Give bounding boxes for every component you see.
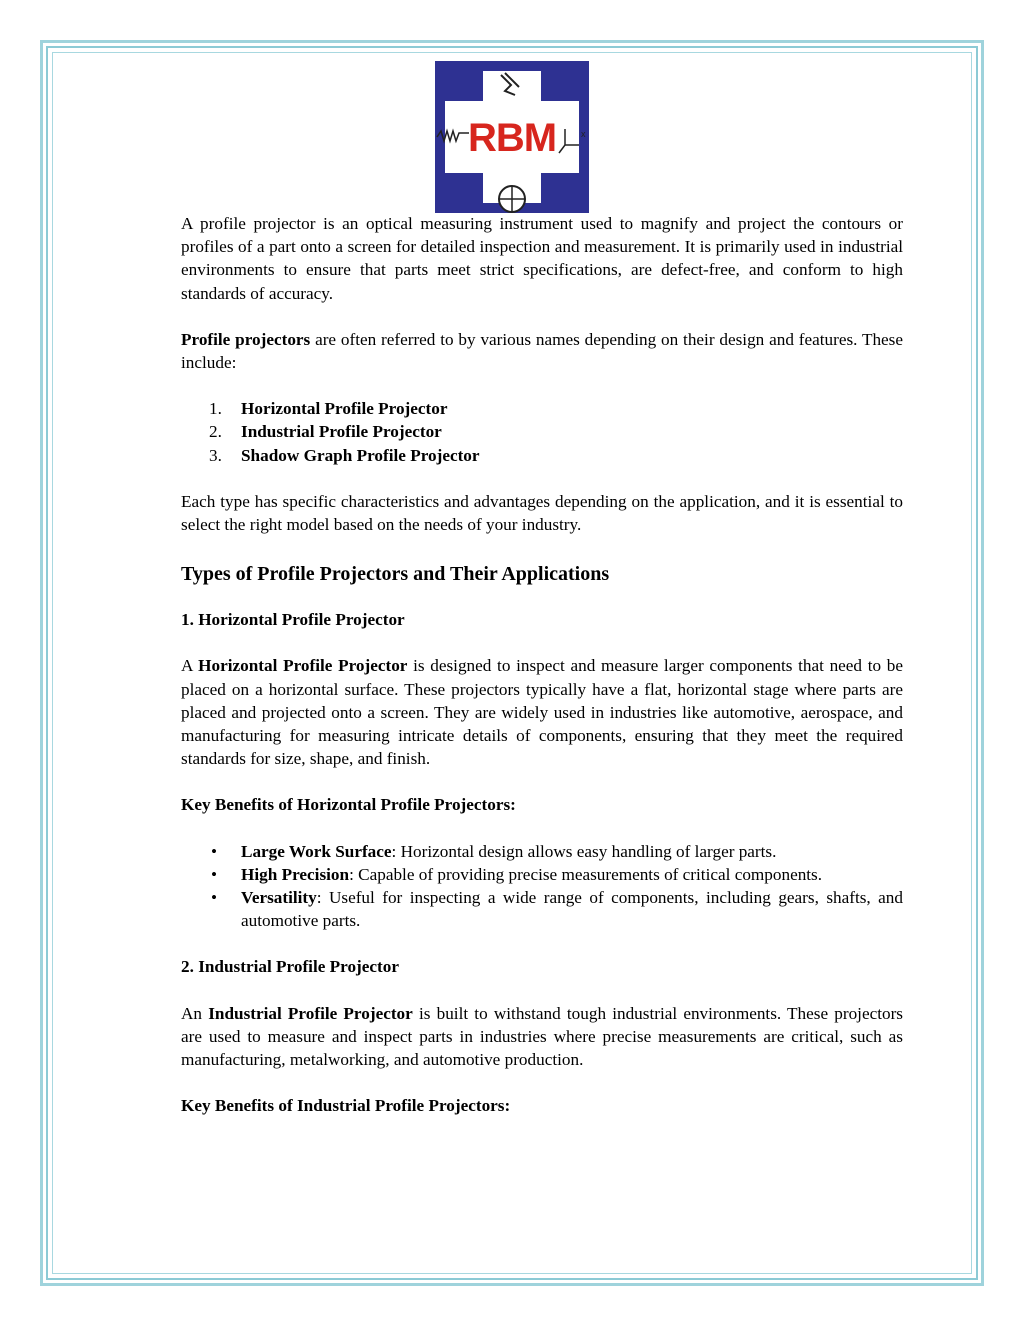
benefit-item: • High Precision: Capable of providing precise measurements of critical components. (211, 864, 823, 884)
svg-text:x: x (581, 129, 586, 139)
names-list-item: 1. Horizontal Profile Projector (209, 399, 448, 419)
industrial-paragraph: An Industrial Profile Projector is built to withstand tough industrial environments. These projectors are used to measure and inspect parts in industries where precise measurements are critical, such as manufacturing, metalworking, and automotive production. (181, 1003, 903, 1070)
names-list-item: 2. Industrial Profile Projector (209, 422, 442, 442)
svg-text:RBM: RBM (467, 116, 557, 160)
industrial-benefits-heading: Key Benefits of Industrial Profile Projectors: (181, 1096, 511, 1116)
names-list (181, 397, 903, 467)
names-paragraph (181, 328, 903, 374)
horizontal-heading: 1. Horizontal Profile Projector (181, 610, 405, 630)
each-type-paragraph: Each type has specific characteristics and advantages depending on the application, and it is essential to select the right model based on the needs of your industry. (181, 491, 903, 535)
horizontal-paragraph: A Horizontal Profile Projector is designed to inspect and measure larger components that need to be placed on a horizontal surface. These projectors typically have a flat, horizontal stage where parts are placed and projected onto a screen. They are widely used in industries like automotive, aerospace, and manufacturing for measuring intricate details of components, ensuring that they meet the required standards for size, shape, and finish. (181, 656, 903, 769)
document-body (181, 212, 903, 1117)
horizontal-benefits-list (181, 840, 903, 933)
names-paragraph-bold: Profile projectors (181, 329, 311, 349)
horizontal-benefits-heading: Key Benefits of Horizontal Profile Projectors: (181, 795, 516, 815)
benefit-item: • Versatility: Useful for inspecting a wide range of components, including gears, shafts, and automotive parts. (211, 888, 903, 931)
section-heading: Types of Profile Projectors and Their Applications (181, 563, 610, 586)
rbm-logo (435, 61, 589, 213)
industrial-heading: 2. Industrial Profile Projector (181, 957, 399, 977)
names-list-item: 3. Shadow Graph Profile Projector (209, 445, 480, 465)
benefit-item: • Large Work Surface: Horizontal design allows easy handling of larger parts. (211, 841, 777, 861)
names-paragraph-text: are often referred to by various names depending on their design and features. These include: (181, 329, 903, 373)
intro-paragraph: A profile projector is an optical measuring instrument used to magnify and project the contours or profiles of a part onto a screen for detailed inspection and measurement. It is primarily used in industrial environments to ensure that parts meet strict specifications, are defect-free, and conform to high standards of accuracy. (181, 214, 903, 303)
